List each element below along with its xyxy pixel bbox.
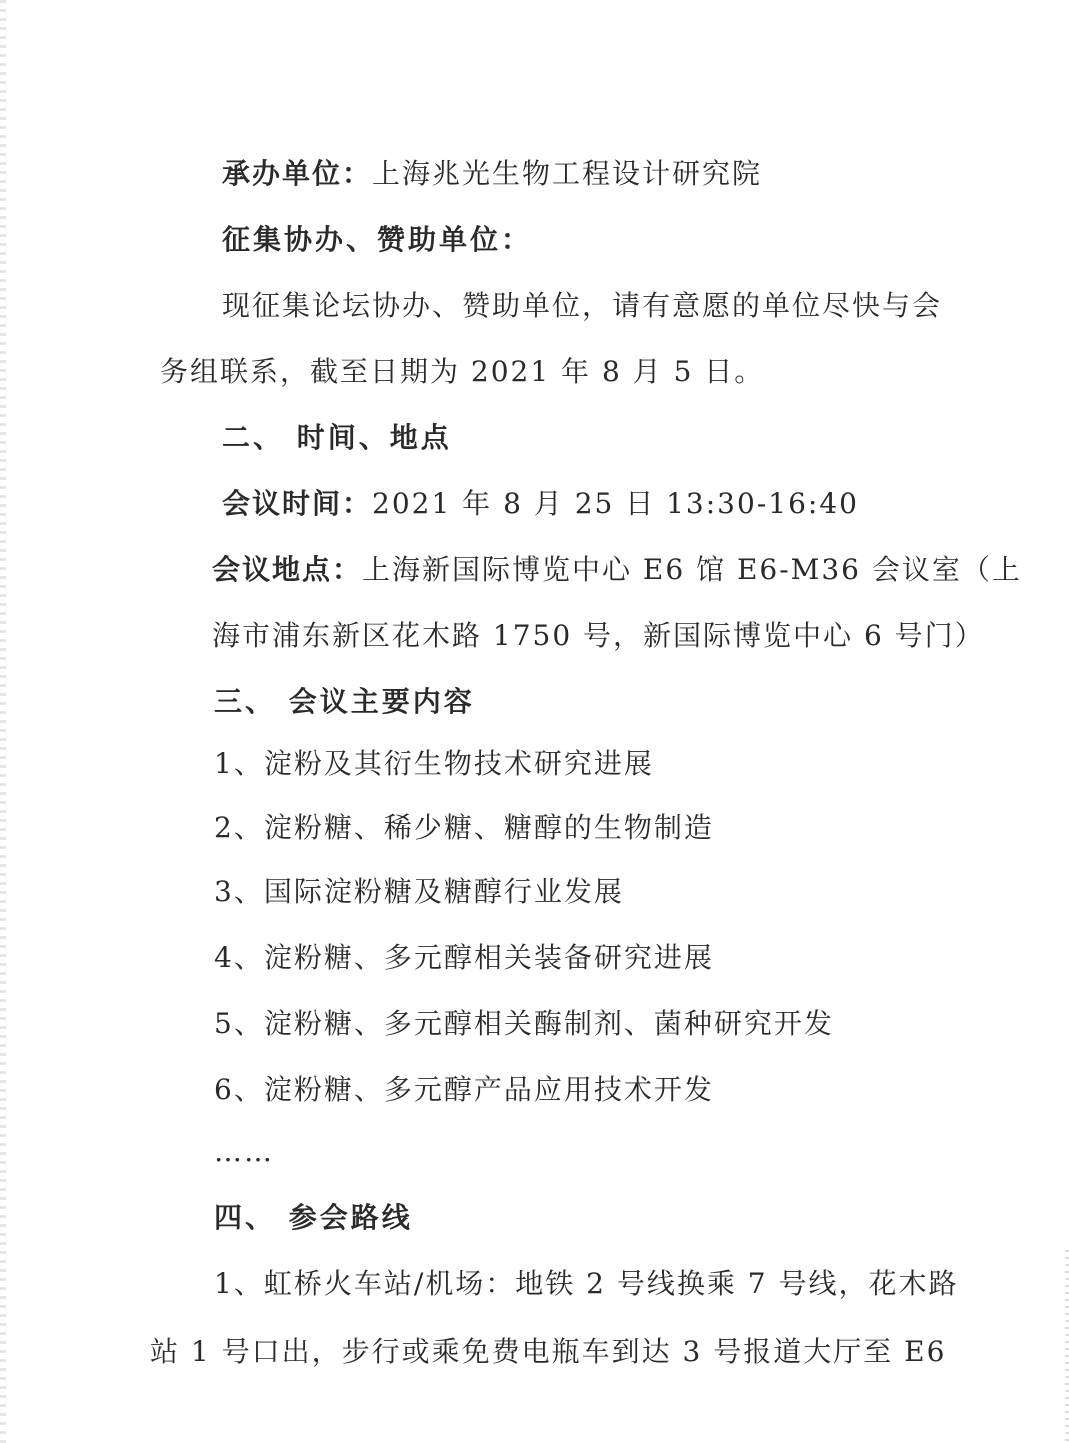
- scan-edge-right: [1065, 1250, 1069, 1443]
- topic-item: 6、淀粉糖、多元醇产品应用技术开发: [214, 1073, 714, 1106]
- section-4-heading: 四、 参会路线: [214, 1201, 413, 1234]
- section-3-heading: 三、 会议主要内容: [214, 685, 475, 718]
- sponsor-text-line-1: 现征集论坛协办、赞助单位，请有意愿的单位尽快与会: [222, 289, 943, 322]
- route-1-line-1: 1、虹桥火车站/机场：地铁 2 号线换乘 7 号线，花木路: [214, 1267, 959, 1300]
- scan-edge-left: [0, 0, 6, 1443]
- organizer-value: 上海兆光生物工程设计研究院: [372, 157, 763, 190]
- meeting-place-line-2: 海市浦东新区花木路 1750 号，新国际博览中心 6 号门）: [212, 619, 985, 652]
- topic-item: 4、淀粉糖、多元醇相关装备研究进展: [214, 941, 714, 974]
- topic-item: 2、淀粉糖、稀少糖、糖醇的生物制造: [214, 811, 714, 844]
- topic-item: 1、淀粉及其衍生物技术研究进展: [214, 747, 654, 780]
- meeting-time-line: [222, 486, 859, 522]
- sponsor-text-line-2: 务组联系，截至日期为 2021 年 8 月 5 日。: [160, 355, 765, 388]
- meeting-place-label: 会议地点：: [212, 553, 363, 586]
- section-2-heading: 二、 时间、地点: [222, 421, 452, 454]
- topic-ellipsis: ……: [214, 1135, 274, 1168]
- topic-item: 3、国际淀粉糖及糖醇行业发展: [214, 875, 624, 908]
- organizer-line: [222, 156, 762, 192]
- meeting-time-label: 会议时间：: [222, 487, 373, 520]
- organizer-label: 承办单位：: [222, 157, 373, 190]
- meeting-place-value-1: 上海新国际博览中心 E6 馆 E6-M36 会议室（上: [362, 553, 1022, 586]
- meeting-place-line-1: [212, 552, 1022, 588]
- sponsor-heading: 征集协办、赞助单位：: [222, 223, 533, 256]
- topic-item: 5、淀粉糖、多元醇相关酶制剂、菌种研究开发: [214, 1007, 834, 1040]
- meeting-time-value: 2021 年 8 月 25 日 13:30-16:40: [372, 487, 859, 520]
- route-1-line-2: 站 1 号口出，步行或乘免费电瓶车到达 3 号报道大厅至 E6: [150, 1335, 947, 1368]
